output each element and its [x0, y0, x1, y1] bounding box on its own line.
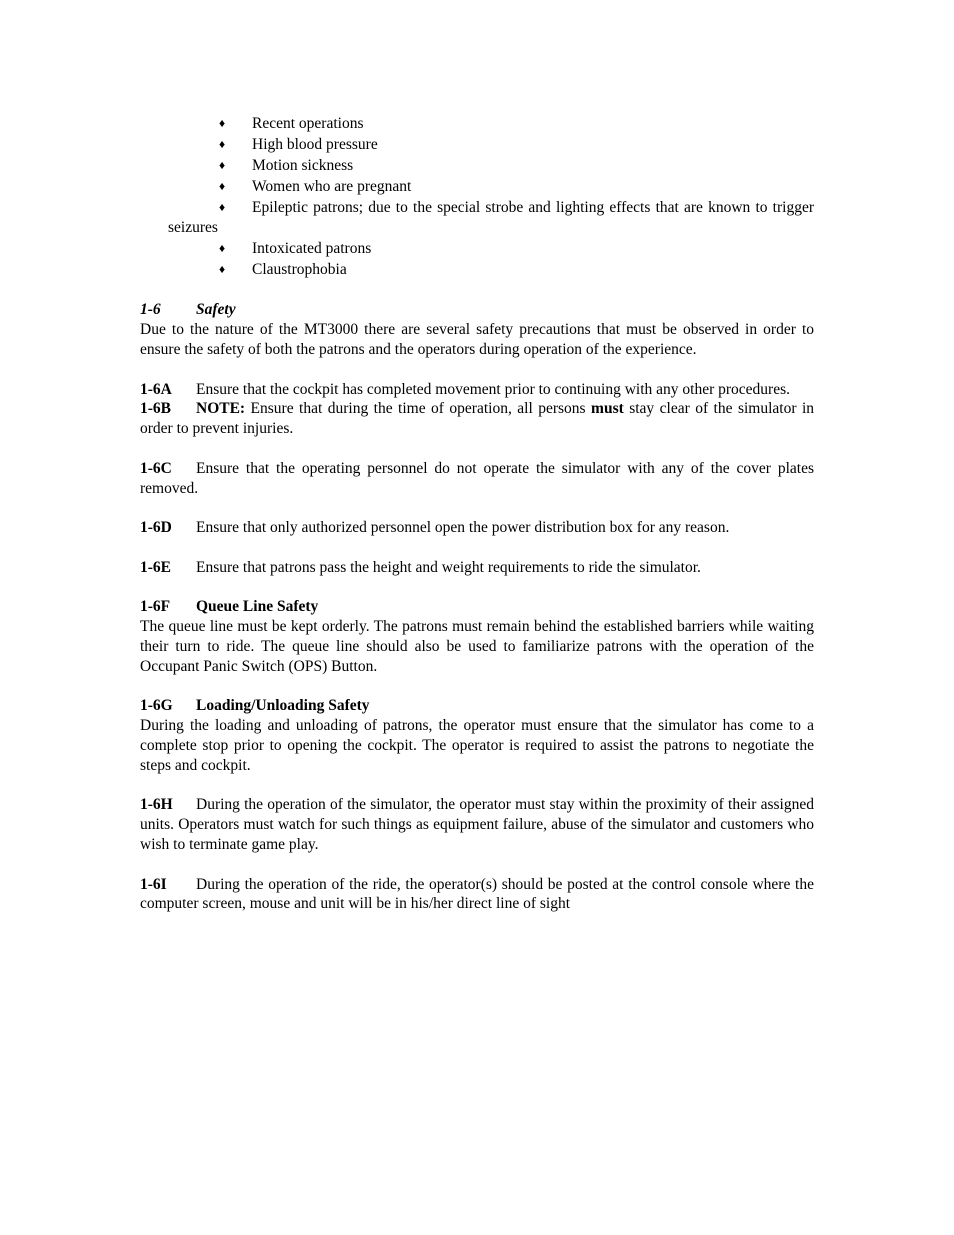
- paragraph-1-6g: During the loading and unloading of patrons, the operator must ensure that the simulator has come to a complete stop prior to opening the cockpit. The operator is required to assist the patrons to negotiate the steps and cockpit.: [140, 717, 814, 774]
- list-item: ♦ Claustrophobia: [219, 260, 347, 278]
- note-label: NOTE:: [196, 400, 246, 418]
- item-code: 1-6H: [140, 796, 173, 814]
- diamond-bullet-icon: ♦: [219, 136, 226, 151]
- paragraph-1-6i: 1-6I During the operation of the ride, the operator(s) should be posted at the control console where the computer screen, mouse and unit will be in his/her direct line of sight: [140, 875, 814, 913]
- section-heading: [140, 300, 814, 320]
- item-code: 1-6E: [140, 558, 171, 576]
- paragraph-1-6d: 1-6D Ensure that only authorized personnel open the power distribution box for any reason.: [140, 519, 730, 537]
- item-code: 1-6I: [140, 875, 167, 893]
- diamond-bullet-icon: ♦: [219, 199, 226, 214]
- paragraph-1-6c: 1-6C Ensure that the operating personnel do not operate the simulator with any of the cover plates removed.: [140, 459, 814, 497]
- section-number: 1-6: [140, 301, 161, 319]
- list-item: ♦ Motion sickness: [219, 156, 354, 174]
- item-code: 1-6A: [140, 380, 172, 398]
- diamond-bullet-icon: ♦: [219, 240, 226, 255]
- diamond-bullet-icon: ♦: [219, 261, 226, 276]
- section-title: Safety: [196, 301, 236, 319]
- item-code: 1-6B: [140, 400, 171, 418]
- section-intro: Due to the nature of the MT3000 there are several safety precautions that must be observed in order to ensure the safety of both the patrons and the operators during operation of the experience.: [140, 321, 814, 359]
- subheading-1-6f: [140, 597, 814, 617]
- paragraph-1-6a: 1-6A Ensure that the cockpit has completed movement prior to continuing with any other procedures.: [140, 380, 791, 398]
- subheading-title: Queue Line Safety: [196, 598, 319, 616]
- emphasis-text: must: [591, 400, 624, 418]
- item-code: 1-6G: [140, 697, 173, 715]
- diamond-bullet-icon: ♦: [219, 116, 226, 130]
- list-item: ♦ Women who are pregnant: [219, 177, 412, 195]
- item-code: 1-6F: [140, 598, 171, 616]
- list-item: ♦ Epileptic patrons; due to the special strobe and lighting effects that are known to trigger seizures: [168, 198, 814, 236]
- paragraph-1-6b: 1-6B NOTE: Ensure that during the time of operation, all persons must stay clear of the simulator in order to prevent injuries.: [140, 400, 815, 438]
- condition-list: [140, 114, 814, 280]
- paragraph-1-6f: The queue line must be kept orderly. The patrons must remain behind the established barriers while waiting their turn to ride. The queue line should also be used to familiarize patrons with the operation of the Occupant Panic Switch (OPS) Button.: [140, 618, 814, 675]
- diamond-bullet-icon: ♦: [219, 178, 226, 193]
- diamond-bullet-icon: ♦: [219, 157, 226, 172]
- list-item: ♦ High blood pressure: [219, 135, 378, 153]
- item-code: 1-6D: [140, 519, 172, 537]
- page-content: [140, 114, 814, 914]
- subheading-1-6g: [140, 696, 814, 716]
- list-item: ♦ Intoxicated patrons: [219, 239, 372, 257]
- paragraph-1-6h: 1-6H During the operation of the simulator, the operator must stay within the proximity of their assigned units. Operators must watch for such things as equipment failure, abuse of the simulator and customers who wish to terminate game play.: [140, 796, 814, 853]
- subheading-title: Loading/Unloading Safety: [196, 697, 370, 715]
- item-code: 1-6C: [140, 459, 172, 477]
- list-item: ♦ Recent operations: [219, 115, 364, 132]
- paragraph-1-6e: 1-6E Ensure that patrons pass the height and weight requirements to ride the simulator.: [140, 558, 701, 576]
